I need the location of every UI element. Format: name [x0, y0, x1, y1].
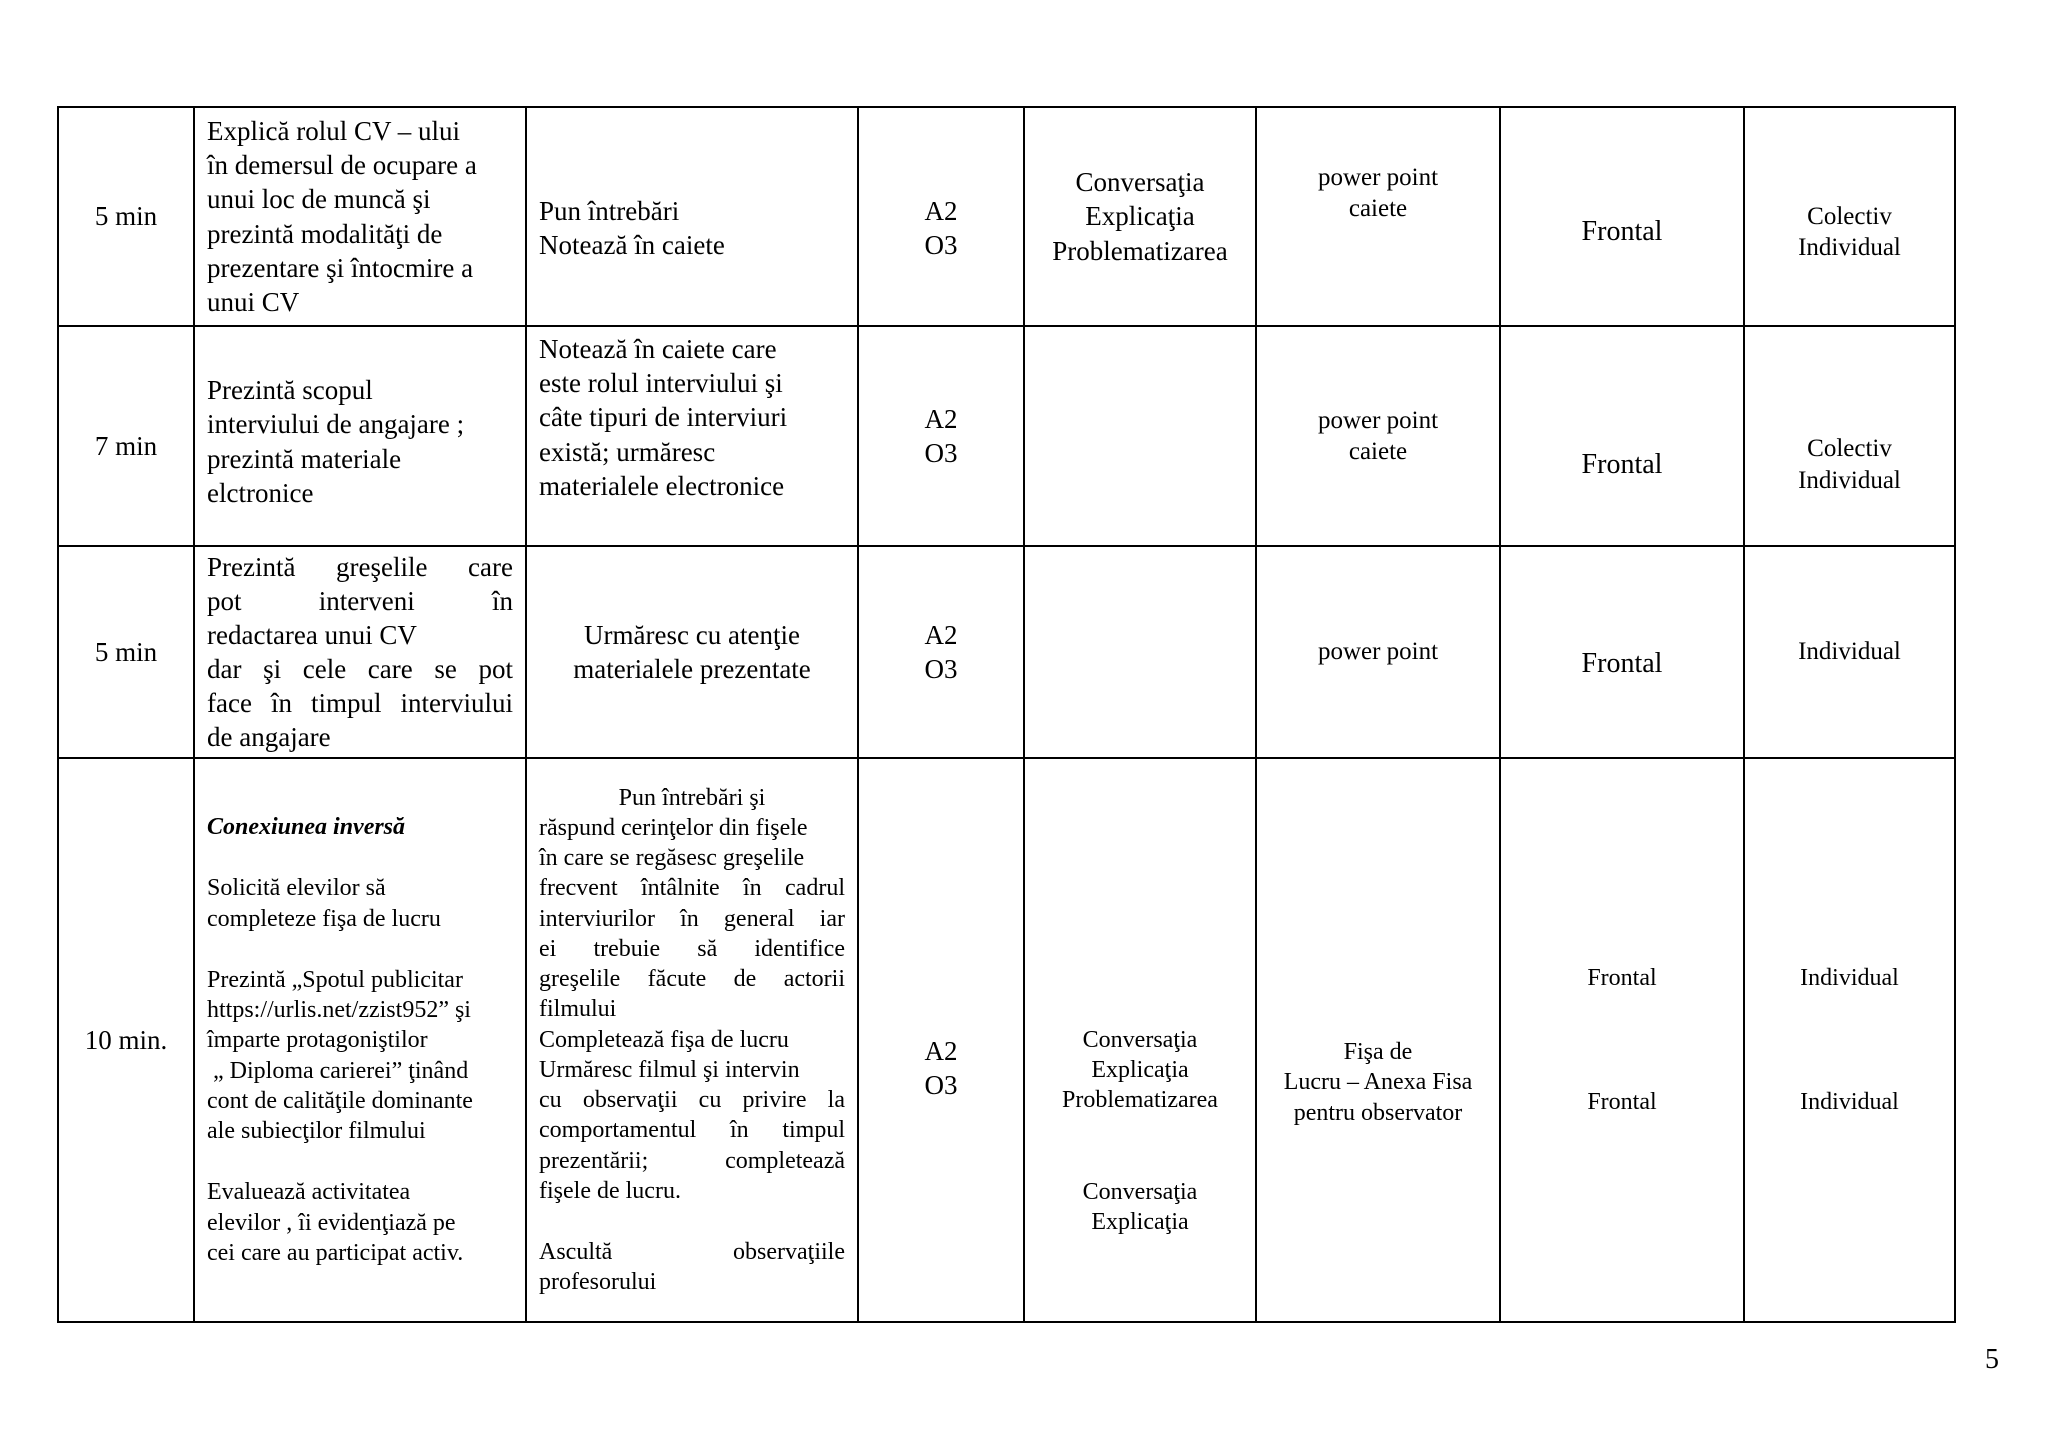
- table-row: [58, 758, 1955, 1322]
- evaluation-cell: Individual: [1744, 546, 1955, 758]
- time-cell: 5 min: [58, 546, 194, 758]
- methods-cell: [1024, 326, 1256, 546]
- organization-form-cell: Frontal Frontal: [1500, 758, 1744, 1322]
- spot-link: https://urlis.net/zzist952” şi: [207, 997, 471, 1024]
- teacher-activity-cell: Explică rolul CV – ului în demersul de ocupare a unui loc de muncă şi prezintă modalităţi de prezentare şi întocmire a unui CV: [194, 107, 526, 326]
- methods-cell: Conversaţia Explicaţia Problematizarea Conversaţia Explicaţia: [1024, 758, 1256, 1322]
- page-number: 5: [1985, 1344, 1999, 1375]
- methods-cell: [1024, 546, 1256, 758]
- time-cell: 10 min.: [58, 758, 194, 1322]
- lesson-plan-table: [57, 106, 1956, 1323]
- student-activity-cell: Notează în caiete care este rolul interviului şi câte tipuri de interviuri există; urmăresc materialele electronice: [526, 326, 858, 546]
- teacher-activity-cell: Conexiunea inversă Solicită elevilor să completeze fişa de lucru Prezintă „Spotul publicitar https://urlis.net/zzist952” şi împarte protagoniştilor „ Diploma carierei” ţinând cont de calităţile dominante ale subiecţilor filmului Evaluează activitatea elevilor , îi evidenţiază pe cei care au participat activ.: [194, 758, 526, 1322]
- organization-form-cell: Frontal: [1500, 107, 1744, 326]
- resources-cell: Fişa de Lucru – Anexa Fisa pentru observator: [1256, 758, 1500, 1322]
- teacher-activity-cell: Prezintă greşelile care pot interveni în redactarea unui CV dar şi cele care se pot face în timpul interviului de angajare: [194, 546, 526, 758]
- teacher-activity-cell: Prezintă scopul interviului de angajare ; prezintă materiale elctronice: [194, 326, 526, 546]
- resources-cell: power point: [1256, 546, 1500, 758]
- time-cell: 5 min: [58, 107, 194, 326]
- methods-cell: Conversaţia Explicaţia Problematizarea: [1024, 107, 1256, 326]
- section-heading: Conexiunea inversă: [207, 814, 406, 841]
- evaluation-cell: Colectiv Individual: [1744, 326, 1955, 546]
- student-activity-cell: Pun întrebări Notează în caiete: [526, 107, 858, 326]
- time-cell: 7 min: [58, 326, 194, 546]
- objectives-cell: A2 O3: [858, 758, 1024, 1322]
- evaluation-cell: Colectiv Individual: [1744, 107, 1955, 326]
- organization-form-cell: Frontal: [1500, 546, 1744, 758]
- resources-cell: power point caiete: [1256, 107, 1500, 326]
- resources-cell: power point caiete: [1256, 326, 1500, 546]
- evaluation-cell: Individual Individual: [1744, 758, 1955, 1322]
- table-row: [58, 546, 1955, 758]
- student-activity-cell: Pun întrebări şi răspund cerinţelor din fişele în care se regăsesc greşelile frecvent întâlnite în cadrul interviurilor în general iar ei trebuie să identifice greşelile făcute de actorii filmului Completează fişa de lucru Urmăresc filmul şi intervin cu observaţii cu privire la comportamentul în timpul prezentării; completează fişele de lucru. Ascultă observaţiile profesorului: [526, 758, 858, 1322]
- organization-form-cell: Frontal: [1500, 326, 1744, 546]
- table-row: [58, 326, 1955, 546]
- student-activity-cell: Urmăresc cu atenţie materialele prezentate: [526, 546, 858, 758]
- objectives-cell: A2 O3: [858, 546, 1024, 758]
- objectives-cell: A2 O3: [858, 107, 1024, 326]
- table-row: [58, 107, 1955, 326]
- objectives-cell: A2 O3: [858, 326, 1024, 546]
